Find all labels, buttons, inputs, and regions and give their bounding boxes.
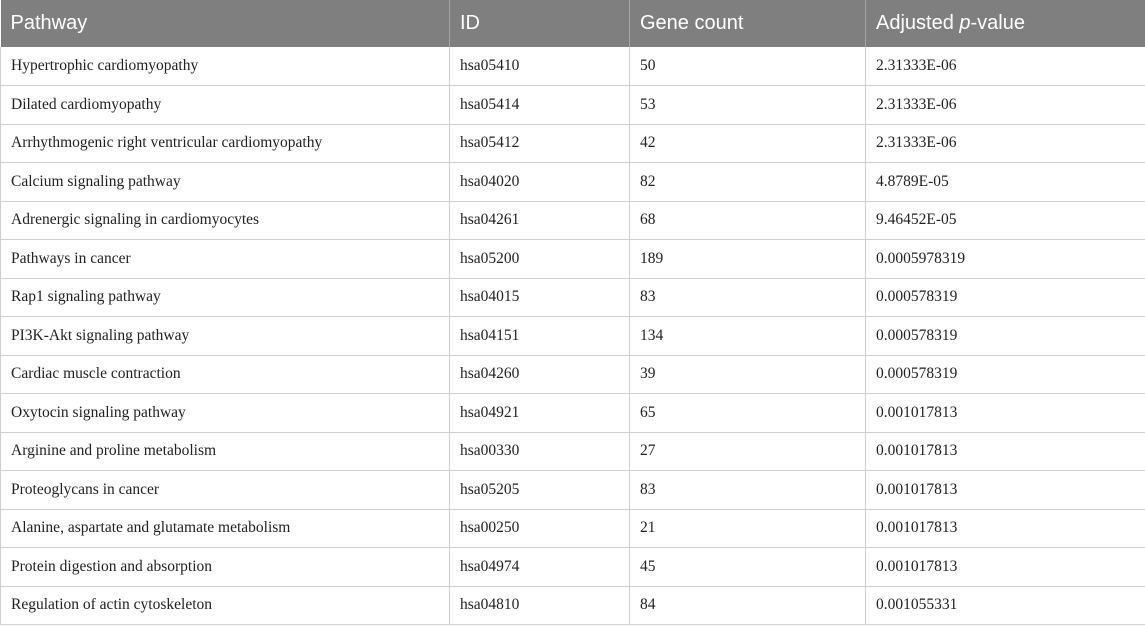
header-adjusted-p-value (866, 0, 1145, 47)
cell-id: hsa05414 (450, 86, 630, 125)
table-row (1, 47, 1145, 86)
cell-adjusted-p-value: 2.31333E-06 (866, 47, 1145, 86)
header-row (1, 0, 1145, 47)
table-body (1, 47, 1145, 625)
table-row (1, 124, 1145, 163)
cell-adjusted-p-value: 0.0005978319 (866, 240, 1145, 279)
cell-gene-count: 82 (630, 163, 866, 202)
cell-pathway: Dilated cardiomyopathy (1, 86, 450, 125)
cell-id: hsa04810 (450, 586, 630, 625)
cell-adjusted-p-value: 2.31333E-06 (866, 86, 1145, 125)
cell-gene-count: 189 (630, 240, 866, 279)
cell-pathway: Arginine and proline metabolism (1, 432, 450, 471)
cell-gene-count: 68 (630, 201, 866, 240)
cell-id: hsa04020 (450, 163, 630, 202)
cell-adjusted-p-value: 0.001017813 (866, 432, 1145, 471)
cell-id: hsa04261 (450, 201, 630, 240)
table-row (1, 163, 1145, 202)
table-row (1, 509, 1145, 548)
header-adjusted-p: p (959, 12, 971, 34)
cell-id: hsa05205 (450, 471, 630, 510)
header-id: ID (450, 0, 630, 47)
cell-gene-count: 84 (630, 586, 866, 625)
header-adjusted-prefix: Adjusted (876, 12, 960, 34)
cell-gene-count: 65 (630, 394, 866, 433)
cell-gene-count: 42 (630, 124, 866, 163)
cell-id: hsa05410 (450, 47, 630, 86)
table-row (1, 432, 1145, 471)
cell-pathway: Arrhythmogenic right ventricular cardiomyopathy (1, 124, 450, 163)
cell-gene-count: 134 (630, 317, 866, 356)
cell-adjusted-p-value: 2.31333E-06 (866, 124, 1145, 163)
table-row (1, 548, 1145, 587)
header-gene-count: Gene count (630, 0, 866, 47)
table-row (1, 317, 1145, 356)
cell-adjusted-p-value: 0.001017813 (866, 509, 1145, 548)
cell-pathway: Proteoglycans in cancer (1, 471, 450, 510)
cell-id: hsa05200 (450, 240, 630, 279)
cell-pathway: Cardiac muscle contraction (1, 355, 450, 394)
cell-pathway: Adrenergic signaling in cardiomyocytes (1, 201, 450, 240)
table-header (1, 0, 1145, 47)
cell-adjusted-p-value: 0.000578319 (866, 317, 1145, 356)
cell-id: hsa00250 (450, 509, 630, 548)
table-row (1, 586, 1145, 625)
cell-gene-count: 45 (630, 548, 866, 587)
cell-pathway: Calcium signaling pathway (1, 163, 450, 202)
cell-id: hsa05412 (450, 124, 630, 163)
cell-id: hsa00330 (450, 432, 630, 471)
table-row (1, 471, 1145, 510)
cell-pathway: Oxytocin signaling pathway (1, 394, 450, 433)
cell-pathway: Rap1 signaling pathway (1, 278, 450, 317)
cell-gene-count: 53 (630, 86, 866, 125)
cell-pathway: PI3K-Akt signaling pathway (1, 317, 450, 356)
cell-adjusted-p-value: 0.001017813 (866, 471, 1145, 510)
table-row (1, 240, 1145, 279)
cell-gene-count: 50 (630, 47, 866, 86)
cell-adjusted-p-value: 0.000578319 (866, 278, 1145, 317)
cell-adjusted-p-value: 9.46452E-05 (866, 201, 1145, 240)
cell-pathway: Hypertrophic cardiomyopathy (1, 47, 450, 86)
table-row (1, 201, 1145, 240)
cell-pathway: Alanine, aspartate and glutamate metabolism (1, 509, 450, 548)
cell-adjusted-p-value: 0.001017813 (866, 548, 1145, 587)
table-row (1, 355, 1145, 394)
header-pathway: Pathway (1, 0, 450, 47)
cell-pathway: Protein digestion and absorption (1, 548, 450, 587)
cell-id: hsa04921 (450, 394, 630, 433)
table-row (1, 278, 1145, 317)
header-adjusted-suffix: -value (970, 12, 1025, 34)
cell-adjusted-p-value: 4.8789E-05 (866, 163, 1145, 202)
cell-id: hsa04151 (450, 317, 630, 356)
table-row (1, 394, 1145, 433)
cell-adjusted-p-value: 0.001017813 (866, 394, 1145, 433)
cell-pathway: Pathways in cancer (1, 240, 450, 279)
cell-id: hsa04974 (450, 548, 630, 587)
cell-gene-count: 21 (630, 509, 866, 548)
cell-gene-count: 39 (630, 355, 866, 394)
cell-gene-count: 83 (630, 471, 866, 510)
cell-adjusted-p-value: 0.001055331 (866, 586, 1145, 625)
cell-gene-count: 83 (630, 278, 866, 317)
cell-id: hsa04260 (450, 355, 630, 394)
cell-gene-count: 27 (630, 432, 866, 471)
cell-id: hsa04015 (450, 278, 630, 317)
cell-pathway: Regulation of actin cytoskeleton (1, 586, 450, 625)
cell-adjusted-p-value: 0.000578319 (866, 355, 1145, 394)
table-row (1, 86, 1145, 125)
